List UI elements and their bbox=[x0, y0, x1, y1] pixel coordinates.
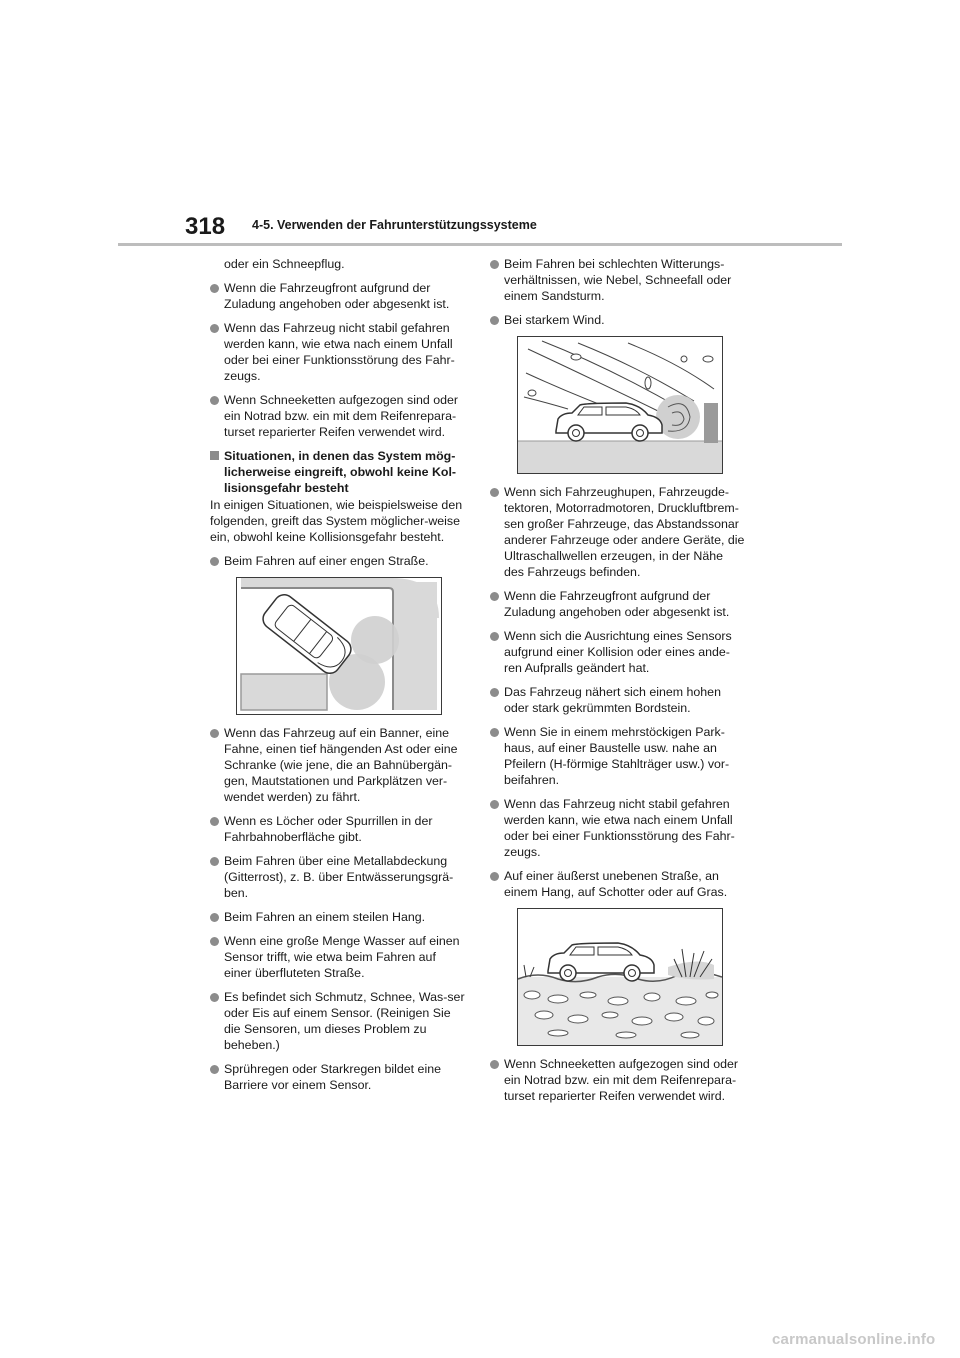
strong-wind-illustration bbox=[517, 336, 723, 474]
list-item: Wenn es Löcher oder Spurrillen in der Fahrbahnoberfläche gibt. bbox=[210, 813, 466, 845]
square-bullet-icon bbox=[210, 451, 219, 460]
bullet-icon bbox=[490, 872, 499, 881]
narrow-road-illustration bbox=[236, 577, 442, 715]
bullet-icon bbox=[490, 316, 499, 325]
bullet-icon bbox=[210, 284, 219, 293]
section-title: 4-5. Verwenden der Fahrunterstützungssysteme bbox=[252, 218, 537, 232]
bullet-icon bbox=[490, 1060, 499, 1069]
list-item: Wenn Schneeketten aufgezogen sind oder ein Notrad bzw. ein mit dem Reifenrepara-turset reparierter Reifen verwendet wird. bbox=[210, 392, 466, 440]
rough-road-illustration bbox=[517, 908, 723, 1046]
list-item: Es befindet sich Schmutz, Schnee, Was-ser oder Eis auf einem Sensor. (Reinigen Sie die Sensoren, um dieses Problem zu beheben.) bbox=[210, 989, 466, 1053]
list-item: Wenn die Fahrzeugfront aufgrund der Zuladung angehoben oder abgesenkt ist. bbox=[210, 280, 466, 312]
continued-text: oder ein Schneepflug. bbox=[224, 257, 345, 271]
list-item: Beim Fahren bei schlechten Witterungs-verhältnissen, wie Nebel, Schneefall oder einem Sandsturm. bbox=[490, 256, 746, 304]
intro-paragraph: In einigen Situationen, wie beispielsweise den folgenden, greift das System möglicher-weise ein, obwohl keine Kollisionsgefahr besteht. bbox=[210, 498, 463, 544]
list-item: Auf einer äußerst unebenen Straße, an einem Hang, auf Schotter oder auf Gras. bbox=[490, 868, 746, 900]
bullet-icon bbox=[210, 324, 219, 333]
list-item: Wenn Schneeketten aufgezogen sind oder ein Notrad bzw. ein mit dem Reifenrepara-turset reparierter Reifen verwendet wird. bbox=[490, 1056, 746, 1104]
subsection-heading: Situationen, in denen das System mög-licherweise eingreift, obwohl keine Kol-lisionsgefahr besteht bbox=[210, 448, 466, 496]
list-item: Sprühregen oder Starkregen bildet eine Barriere vor einem Sensor. bbox=[210, 1061, 466, 1093]
bullet-icon bbox=[490, 488, 499, 497]
bullet-icon bbox=[210, 857, 219, 866]
list-item: Wenn das Fahrzeug nicht stabil gefahren werden kann, wie etwa nach einem Unfall oder bei einer Funktionsstörung des Fahr-zeugs. bbox=[210, 320, 466, 384]
page-number: 318 bbox=[185, 213, 226, 240]
bullet-icon bbox=[210, 557, 219, 566]
list-item: Wenn die Fahrzeugfront aufgrund der Zuladung angehoben oder abgesenkt ist. bbox=[490, 588, 746, 620]
bullet-icon bbox=[210, 913, 219, 922]
list-item: Beim Fahren an einem steilen Hang. bbox=[210, 909, 466, 925]
list-item: Das Fahrzeug nähert sich einem hohen oder stark gekrümmten Bordstein. bbox=[490, 684, 746, 716]
bullet-icon bbox=[210, 1065, 219, 1074]
watermark: carmanualsonline.info bbox=[772, 1331, 936, 1348]
list-item: Beim Fahren über eine Metallabdeckung (Gitterrost), z. B. über Entwässerungsgrä-ben. bbox=[210, 853, 466, 901]
list-item: Wenn das Fahrzeug auf ein Banner, eine Fahne, einen tief hängenden Ast oder eine Schranke (wie jene, die an Bahnübergän-gen, Mautstationen und Parkplätzen ver-wendet werden) zu fährt. bbox=[210, 725, 466, 805]
bullet-icon bbox=[210, 937, 219, 946]
bullet-icon bbox=[490, 592, 499, 601]
bullet-icon bbox=[210, 396, 219, 405]
bullet-icon bbox=[210, 993, 219, 1002]
list-item: Wenn Sie in einem mehrstöckigen Park-haus, auf einer Baustelle usw. nahe an Pfeilern (H-förmige Stahlträger usw.) vor-beifahren. bbox=[490, 724, 746, 788]
right-column bbox=[490, 256, 746, 1112]
header-divider bbox=[118, 243, 842, 246]
list-item: Wenn eine große Menge Wasser auf einen Sensor trifft, wie etwa beim Fahren auf einer überfluteten Straße. bbox=[210, 933, 466, 981]
bullet-icon bbox=[490, 632, 499, 641]
bullet-icon bbox=[490, 800, 499, 809]
list-item: Bei starkem Wind. bbox=[490, 312, 746, 328]
bullet-icon bbox=[490, 728, 499, 737]
list-item: Wenn sich die Ausrichtung eines Sensors aufgrund einer Kollision oder eines ande-ren Aufpralls geändert hat. bbox=[490, 628, 746, 676]
left-column bbox=[210, 256, 466, 1101]
list-item: Wenn das Fahrzeug nicht stabil gefahren werden kann, wie etwa nach einem Unfall oder bei einer Funktionsstörung des Fahr-zeugs. bbox=[490, 796, 746, 860]
bullet-icon bbox=[210, 729, 219, 738]
list-item: Wenn sich Fahrzeughupen, Fahrzeugde-tektoren, Motorradmotoren, Druckluftbrem-sen großer Fahrzeuge, das Abstandssonar anderer Fahrzeuge oder andere Geräte, die Ultraschallwellen erzeugen, in der Nähe des Fahrzeugs befinden. bbox=[490, 484, 746, 580]
list-item: Beim Fahren auf einer engen Straße. bbox=[210, 553, 466, 569]
bullet-icon bbox=[490, 688, 499, 697]
bullet-icon bbox=[490, 260, 499, 269]
bullet-icon bbox=[210, 817, 219, 826]
